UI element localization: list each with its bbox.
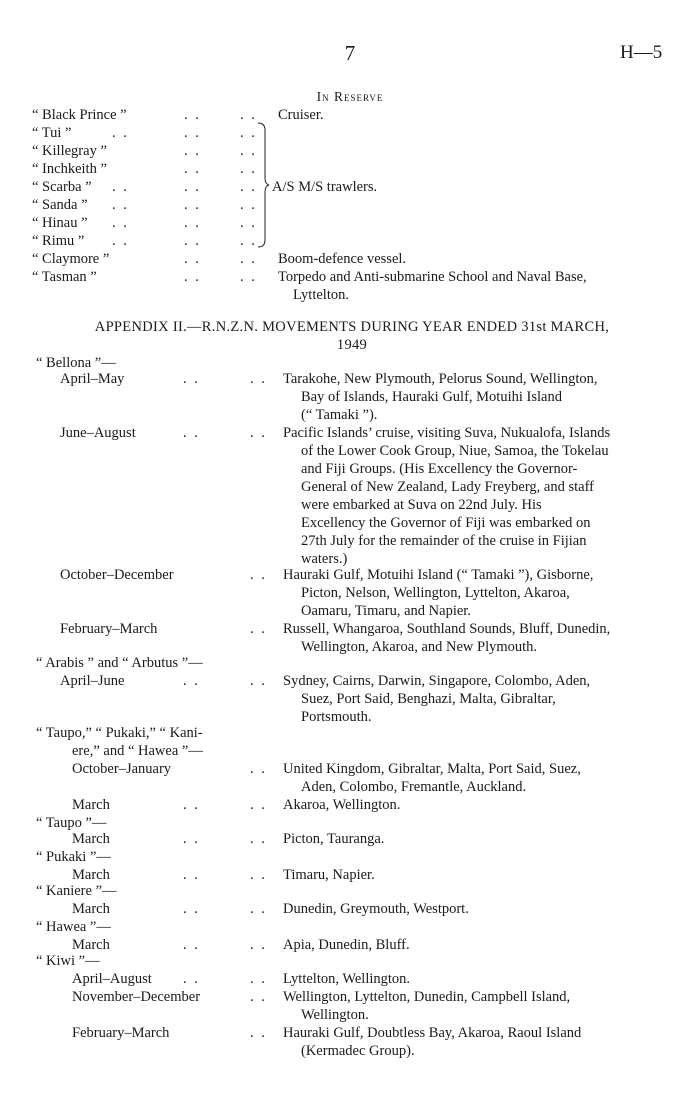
leader-dots: . . bbox=[250, 761, 267, 777]
ship-group-name: “ Kiwi ”— bbox=[36, 953, 100, 969]
leader-dots: . . bbox=[184, 107, 201, 123]
right-brace-icon bbox=[256, 122, 270, 248]
leader-dots: . . bbox=[250, 567, 267, 583]
vessel-name: “ Claymore ” bbox=[32, 251, 110, 267]
appendix-title-line1: APPENDIX II.—R.N.Z.N. MOVEMENTS DURING YEAR ENDED 31st MARCH, bbox=[94, 319, 610, 335]
leader-dots: . . bbox=[250, 867, 267, 883]
vessel-description: Boom-defence vessel. bbox=[278, 251, 407, 267]
leader-dots: . . bbox=[250, 797, 267, 813]
leader-dots: . . bbox=[183, 937, 200, 953]
leader-dots: . . bbox=[240, 125, 257, 141]
leader-dots: . . bbox=[240, 143, 257, 159]
ship-group-name: “ Taupo ”— bbox=[36, 815, 107, 831]
leader-dots: . . bbox=[184, 269, 201, 285]
leader-dots: . . bbox=[250, 621, 267, 637]
period: October–December bbox=[60, 567, 174, 583]
leader-dots: . . bbox=[184, 251, 201, 267]
ship-group-name: “ Kaniere ”— bbox=[36, 883, 117, 899]
vessel-name: “ Hinau ” bbox=[32, 215, 88, 231]
period: March bbox=[72, 867, 110, 883]
reserve-heading: In Reserve bbox=[316, 89, 384, 104]
leader-dots: . . bbox=[250, 971, 267, 987]
leader-dots: . . bbox=[184, 233, 201, 249]
leader-dots: . . bbox=[183, 797, 200, 813]
leader-dots: . . bbox=[250, 831, 267, 847]
vessel-name: “ Black Prince ” bbox=[32, 107, 127, 123]
leader-dots: . . bbox=[184, 179, 201, 195]
destinations: Dunedin, Greymouth, Westport. bbox=[283, 901, 469, 917]
destinations: Akaroa, Wellington. bbox=[283, 797, 401, 813]
leader-dots: . . bbox=[112, 197, 129, 213]
leader-dots: . . bbox=[240, 269, 257, 285]
period: March bbox=[72, 901, 110, 917]
vessel-name: “ Rimu ” bbox=[32, 233, 85, 249]
ship-group-name: “ Arabis ” and “ Arbutus ”— bbox=[36, 655, 203, 671]
leader-dots: . . bbox=[183, 971, 200, 987]
vessel-name: “ Sanda ” bbox=[32, 197, 88, 213]
period: March bbox=[72, 937, 110, 953]
vessel-name: “ Tasman ” bbox=[32, 269, 97, 285]
leader-dots: . . bbox=[250, 673, 267, 689]
leader-dots: . . bbox=[184, 125, 201, 141]
period: April–June bbox=[60, 673, 125, 689]
destinations: Pacific Islands’ cruise, visiting Suva, Nukualofa, Islands of the Lower Cook Group, Niue, Samoa, the Tokelau and Fiji Groups. (His Excellency the Governor- General of New Zealand, Lady Freyberg, and staff were embarked at Suva on 22nd July. His Excellency the Governor of Fiji was embarked on 27th July for the remainder of the cruise in Fijian waters.) bbox=[283, 425, 611, 567]
leader-dots: . . bbox=[250, 901, 267, 917]
leader-dots: . . bbox=[240, 251, 257, 267]
destinations: Wellington, Lyttelton, Dunedin, Campbell Island, Wellington. bbox=[283, 989, 571, 1023]
period: March bbox=[72, 831, 110, 847]
period: June–August bbox=[60, 425, 136, 441]
period: February–March bbox=[60, 621, 158, 637]
leader-dots: . . bbox=[112, 179, 129, 195]
leader-dots: . . bbox=[183, 425, 200, 441]
page-number: 7 bbox=[344, 41, 356, 65]
ship-group-name: “ Hawea ”— bbox=[36, 919, 111, 935]
leader-dots: . . bbox=[240, 215, 257, 231]
leader-dots: . . bbox=[183, 867, 200, 883]
leader-dots: . . bbox=[184, 161, 201, 177]
leader-dots: . . bbox=[250, 989, 267, 1005]
leader-dots: . . bbox=[250, 1025, 267, 1041]
period: April–August bbox=[72, 971, 152, 987]
appendix-title bbox=[34, 318, 670, 354]
leader-dots: . . bbox=[183, 901, 200, 917]
ship-group-name: “ Bellona ”— bbox=[36, 355, 116, 371]
vessel-name: “ Killegray ” bbox=[32, 143, 107, 159]
ship-group-name: “ Pukaki ”— bbox=[36, 849, 111, 865]
destinations: United Kingdom, Gibraltar, Malta, Port Said, Suez, Aden, Colombo, Fremantle, Auckland. bbox=[283, 761, 581, 795]
leader-dots: . . bbox=[240, 107, 257, 123]
period: February–March bbox=[72, 1025, 170, 1041]
period: October–January bbox=[72, 761, 172, 777]
document-reference: H—5 bbox=[620, 42, 663, 63]
ship-group-name-continued: ere,” and “ Hawea ”— bbox=[72, 743, 203, 759]
vessel-name: “ Scarba ” bbox=[32, 179, 92, 195]
vessel-description-continued: Lyttelton. bbox=[293, 287, 349, 303]
destinations: Hauraki Gulf, Doubtless Bay, Akaroa, Raoul Island (Kermadec Group). bbox=[283, 1025, 582, 1059]
leader-dots: . . bbox=[184, 215, 201, 231]
leader-dots: . . bbox=[250, 937, 267, 953]
ship-group-name: “ Taupo,” “ Pukaki,” “ Kani- bbox=[36, 725, 203, 741]
leader-dots: . . bbox=[240, 161, 257, 177]
vessel-name: “ Inchkeith ” bbox=[32, 161, 107, 177]
destinations: Tarakohe, New Plymouth, Pelorus Sound, Wellington, Bay of Islands, Hauraki Gulf, Motuihi Island (“ Tamaki ”). bbox=[283, 371, 598, 423]
leader-dots: . . bbox=[240, 179, 257, 195]
leader-dots: . . bbox=[112, 233, 129, 249]
vessel-description: Torpedo and Anti-submarine School and Naval Base, bbox=[278, 269, 587, 285]
vessel-description: Cruiser. bbox=[278, 107, 324, 123]
destinations: Lyttelton, Wellington. bbox=[283, 971, 411, 987]
leader-dots: . . bbox=[250, 425, 267, 441]
leader-dots: . . bbox=[240, 197, 257, 213]
leader-dots: . . bbox=[183, 371, 200, 387]
leader-dots: . . bbox=[240, 233, 257, 249]
destinations: Apia, Dunedin, Bluff. bbox=[283, 937, 410, 953]
destinations: Picton, Tauranga. bbox=[283, 831, 385, 847]
period: March bbox=[72, 797, 110, 813]
leader-dots: . . bbox=[112, 125, 129, 141]
appendix-title-line2: 1949 bbox=[336, 337, 368, 353]
period: April–May bbox=[60, 371, 125, 387]
vessel-name: “ Tui ” bbox=[32, 125, 72, 141]
destinations: Russell, Whangaroa, Southland Sounds, Bluff, Dunedin, Wellington, Akaroa, and New Plymouth. bbox=[283, 621, 611, 655]
trawlers-label: A/S M/S trawlers. bbox=[272, 179, 378, 195]
leader-dots: . . bbox=[250, 371, 267, 387]
leader-dots: . . bbox=[184, 197, 201, 213]
leader-dots: . . bbox=[184, 143, 201, 159]
period: November–December bbox=[72, 989, 201, 1005]
leader-dots: . . bbox=[112, 215, 129, 231]
destinations: Sydney, Cairns, Darwin, Singapore, Colombo, Aden, Suez, Port Said, Benghazi, Malta, Gibraltar, Portsmouth. bbox=[283, 673, 591, 725]
leader-dots: . . bbox=[183, 831, 200, 847]
leader-dots: . . bbox=[183, 673, 200, 689]
destinations: Timaru, Napier. bbox=[283, 867, 375, 883]
destinations: Hauraki Gulf, Motuihi Island (“ Tamaki ”), Gisborne, Picton, Nelson, Wellington, Lyttelton, Akaroa, Oamaru, Timaru, and Napier. bbox=[283, 567, 594, 619]
